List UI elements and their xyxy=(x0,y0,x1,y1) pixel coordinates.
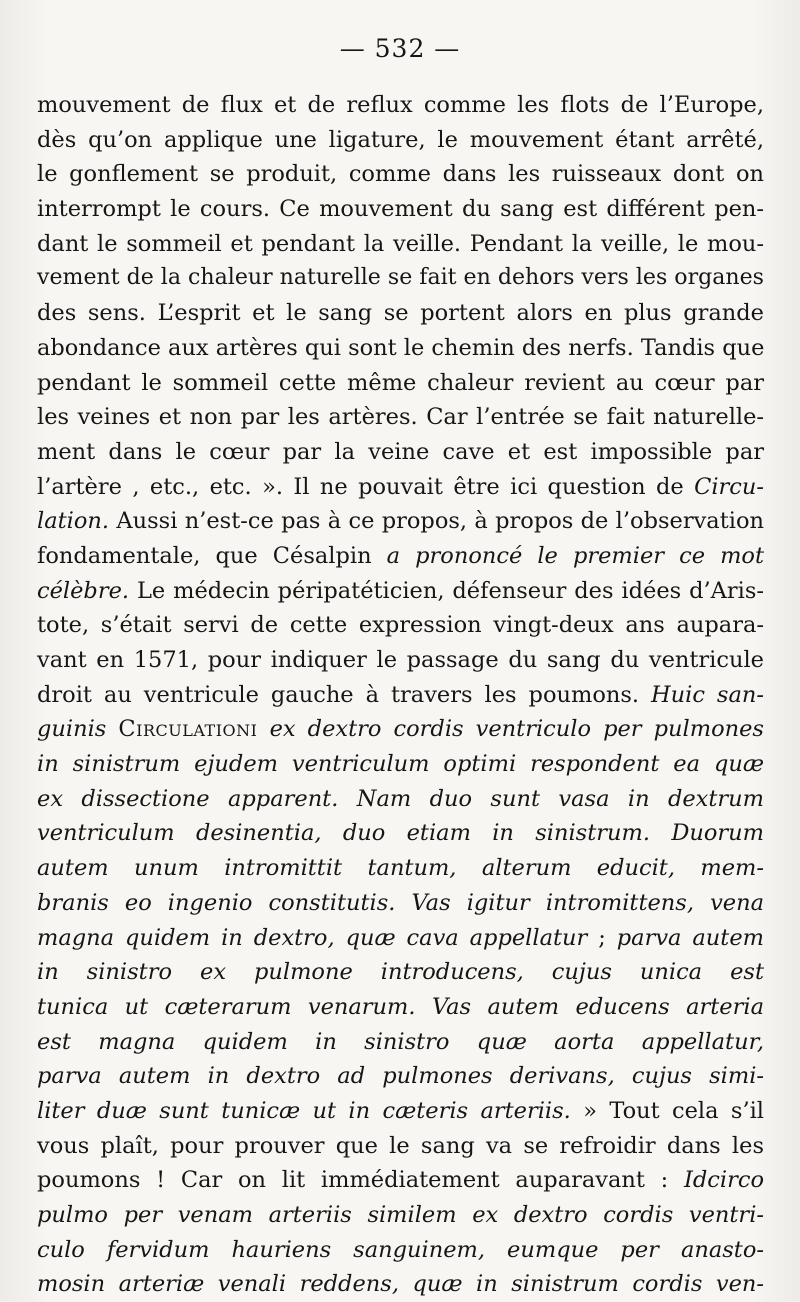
text-run: interrompt le cours. Ce mouvement du sang est différent pen- xyxy=(37,196,764,223)
italic-run: in sinistro ex pulmone introducens, cujus unica est xyxy=(37,959,764,986)
text-line xyxy=(37,504,764,539)
text-line xyxy=(37,123,764,158)
italic-run: in sinistrum ejudem ventriculum optimi respondent ea quæ xyxy=(37,751,764,778)
text-line xyxy=(37,678,764,713)
text-line xyxy=(37,921,764,956)
text-run: vous plaît, pour prouver que le sang va se refroidir dans les xyxy=(37,1132,764,1159)
text-line xyxy=(37,1163,764,1198)
italic-run: Huic san- xyxy=(651,681,764,708)
text-line xyxy=(37,470,764,505)
text-line xyxy=(37,157,764,192)
small-caps-run: Circulationi xyxy=(118,716,258,743)
text-run: mouvement de flux et de reflux comme les flots de l’Europe, xyxy=(37,92,764,118)
text-run: abondance aux artères qui sont le chemin des nerfs. Tandis que xyxy=(37,334,765,361)
text-run: tote, s’était servi de cette expression vingt-deux ans aupara- xyxy=(37,612,764,639)
italic-run: a prononcé le premier ce mot xyxy=(386,542,764,569)
italic-run: autem unum intromittit tantum, alterum educit, mem- xyxy=(37,855,764,882)
italic-run: lation. xyxy=(37,508,110,535)
text-run: l’artère , etc., etc. ». Il ne pouvait être ici question de xyxy=(37,473,695,500)
text-line xyxy=(37,192,764,227)
text-line xyxy=(37,990,764,1025)
text-run: fondamentale, que Césalpin xyxy=(37,542,387,569)
text-run: droit au ventricule gauche à travers les poumons. xyxy=(37,681,652,708)
text-run: poumons ! Car on lit immédiatement auparavant : xyxy=(37,1167,684,1194)
italic-run: Idcirco xyxy=(684,1167,764,1194)
text-run: vant en 1571, pour indiquer le passage du sang du ventricule xyxy=(37,647,764,673)
italic-run: ex dissectione apparent. Nam duo sunt vasa in dextrum xyxy=(37,785,764,812)
italic-run: culo fervidum hauriens sanguinem, eumque per anasto- xyxy=(37,1236,764,1263)
text-run: le gonflement se produit, comme dans les ruisseaux dont on xyxy=(37,161,764,188)
text-line xyxy=(37,296,764,331)
text-line xyxy=(37,747,764,782)
text-run: ; xyxy=(587,924,617,951)
italic-run: ventriculum desinentia, duo etiam in sinistrum. Duorum xyxy=(37,820,764,847)
text-line xyxy=(37,643,764,678)
text-run: dant le sommeil et pendant la veille. Pendant la veille, le mou- xyxy=(37,230,764,257)
italic-run: parva autem xyxy=(616,924,764,951)
text-run: Le médecin péripatéticien, défenseur des idées d’Aris- xyxy=(129,577,764,604)
text-line xyxy=(37,1198,764,1233)
text-line xyxy=(37,539,764,574)
italic-run: tunica ut cæterarum venarum. Vas autem educens arteria xyxy=(37,993,764,1020)
italic-run: guinis xyxy=(37,716,119,743)
italic-run: parva autem in dextro ad pulmones derivans, cujus simi- xyxy=(37,1063,764,1090)
text-line xyxy=(37,1267,764,1302)
text-run: pendant le sommeil cette même chaleur revient au cœur par xyxy=(37,369,764,396)
text-line xyxy=(37,816,764,851)
text-line xyxy=(37,955,764,990)
text-line xyxy=(37,1094,764,1129)
page-number: — 532 — xyxy=(339,34,461,63)
text-line xyxy=(37,608,764,643)
text-line xyxy=(37,782,764,817)
text-run: les veines et non par les artères. Car l’entrée se fait naturelle- xyxy=(37,404,764,431)
text-line xyxy=(37,227,764,262)
text-line xyxy=(37,712,764,747)
italic-run: Circu- xyxy=(694,473,764,500)
text-run: des sens. L’esprit et le sang se portent alors en plus grande xyxy=(37,300,764,327)
text-line xyxy=(37,1025,764,1060)
body-text xyxy=(37,88,764,1302)
text-run: vement de la chaleur naturelle se fait en dehors vers les organes xyxy=(37,265,764,291)
text-line xyxy=(37,366,764,401)
text-line xyxy=(37,886,764,921)
text-line xyxy=(37,1059,764,1094)
text-line xyxy=(37,261,764,296)
italic-run: liter duæ sunt tunicæ ut in cæteris arteriis. xyxy=(37,1097,571,1124)
text-line xyxy=(37,851,764,886)
italic-run: célèbre. xyxy=(37,577,130,604)
text-line xyxy=(37,435,764,470)
text-line xyxy=(37,331,764,366)
text-run: » Tout cela s’il xyxy=(570,1097,764,1124)
italic-run: branis eo ingenio constitutis. Vas igitur intromittens, vena xyxy=(37,889,764,916)
italic-run: pulmo per venam arteriis similem ex dextro cordis ventri- xyxy=(37,1202,764,1228)
text-line xyxy=(37,88,764,123)
italic-run: magna quidem in dextro, quæ cava appellatur xyxy=(37,924,588,951)
italic-run: est magna quidem in sinistro quæ aorta appellatur, xyxy=(37,1028,764,1055)
text-run: ment dans le cœur par la veine cave et est impossible par xyxy=(37,438,764,465)
text-line xyxy=(37,574,764,609)
italic-run: mosin arteriæ venali reddens, quæ in sinistrum cordis ven- xyxy=(37,1271,764,1298)
text-run: dès qu’on applique une ligature, le mouvement étant arrêté, xyxy=(37,126,764,153)
text-line xyxy=(37,400,764,435)
italic-run: ex dextro cordis ventriculo per pulmones xyxy=(257,716,764,743)
text-line xyxy=(37,1129,764,1164)
text-run: Aussi n’est-ce pas à ce propos, à propos de l’observation xyxy=(109,508,764,535)
text-line xyxy=(37,1233,764,1268)
